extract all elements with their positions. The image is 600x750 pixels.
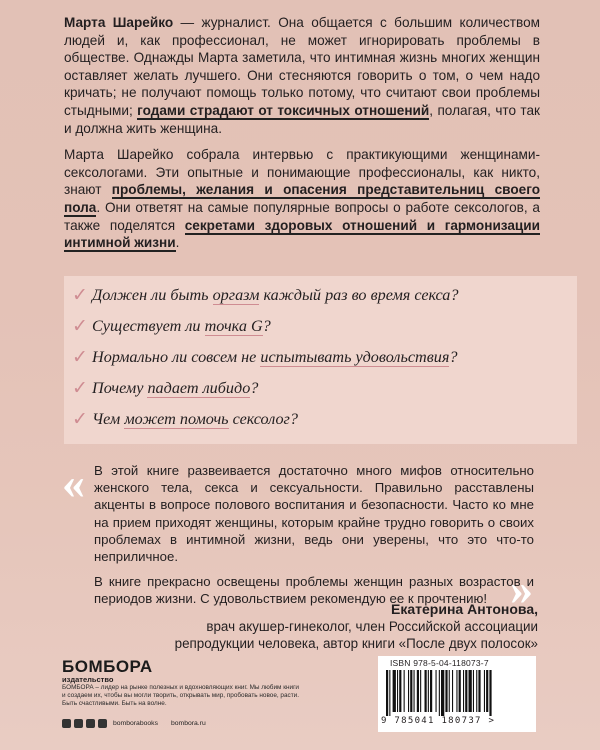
barcode-bar <box>465 670 467 712</box>
barcode-bar <box>408 670 409 712</box>
barcode-bar <box>473 670 474 712</box>
review-paragraph-1: В этой книге развеивается достаточно много мифов относительно женского тела, секса и сексуальности. Правильно расставлены акценты в вопросе полового воспитания и безопасности. Часто ко мне на прием приходят женщины, которым крайне трудно говорить о своих проблемах в интимной жизни, ведь они уверены, что это что-то неприличное. <box>94 463 534 565</box>
intro-text-span: , полагая, что так и должна жить женщина. <box>64 102 541 136</box>
vk-icon <box>62 719 71 728</box>
review-text <box>94 462 534 616</box>
question-text: Нормально ли совсем не <box>92 348 261 366</box>
question-item <box>72 377 259 403</box>
youtube-icon <box>74 719 83 728</box>
publisher-logo-subtitle: издательство <box>62 675 114 684</box>
question-text: Почему <box>92 379 148 397</box>
close-quote-icon: » <box>510 563 533 614</box>
barcode-bar <box>414 670 415 712</box>
highlight-secrets: секретами здоровых отношений и гармонизации интимной жизни <box>64 217 541 251</box>
question-text: Должен ли быть <box>92 286 213 304</box>
checkmark-icon: ✓ <box>72 315 88 337</box>
question-underline: оргазм <box>212 286 260 304</box>
barcode-bar <box>428 670 429 712</box>
barcode-bar <box>410 670 412 712</box>
barcode-bar <box>386 670 388 716</box>
question-text: каждый раз во время секса? <box>259 286 459 304</box>
question-text: ? <box>449 348 458 366</box>
barcode-bar <box>445 670 447 712</box>
question-item <box>72 284 459 310</box>
barcode-bar <box>404 670 405 712</box>
checkmark-icon: ✓ <box>72 284 88 306</box>
barcode-bar <box>484 670 485 712</box>
highlight-toxic: годами страдают от токсичных отношений <box>137 102 430 118</box>
barcode-bar <box>436 670 437 712</box>
publisher-social <box>62 719 206 728</box>
telegram-icon <box>98 719 107 728</box>
review-paragraph-2: В книге прекрасно освещены проблемы женщин разных возрастов и периодов жизни. С удовольствием рекомендую ее к прочтению! <box>94 574 534 607</box>
open-quote-icon: « <box>62 457 85 508</box>
intro-text-span: . Они ответят на самые популярные вопросы о работе сексологов, а также поделятся <box>64 199 540 233</box>
barcode-bar <box>425 670 427 712</box>
barcode-bar <box>389 670 390 716</box>
barcode-bar <box>439 670 440 716</box>
review-author <box>175 601 538 652</box>
questions-box <box>64 276 577 444</box>
barcode-bar <box>441 670 444 716</box>
question-underline: точка G <box>204 317 263 335</box>
question-item <box>72 315 271 341</box>
intro-text <box>64 14 540 261</box>
question-text: ? <box>262 317 271 335</box>
author-name: Марта Шарейко <box>64 15 174 30</box>
question-underline: испытывать удовольствия <box>260 348 450 366</box>
checkmark-icon: ✓ <box>72 346 88 368</box>
barcode-bar <box>393 670 396 712</box>
checkmark-icon: ✓ <box>72 377 88 399</box>
question-text: ? <box>250 379 259 397</box>
barcode-bar <box>469 670 472 712</box>
review-author-name: Екатерина Антонова, <box>391 601 538 617</box>
review-author-title: врач акушер-гинеколог, член Российской ассоциации <box>206 619 538 634</box>
question-underline: падает либидо <box>147 379 251 397</box>
barcode-bar <box>459 670 461 712</box>
publisher-logo <box>62 657 153 684</box>
barcode-bars <box>386 670 528 716</box>
intro-text-span: Марта Шарейко собрала интервью с практикующими женщинами-сексологами. Эти опытные и понимающие профессионалы, как никто, знают <box>64 147 540 198</box>
intro-text-span: — журналист. Она общается с большим количеством людей и, как профессионал, не может игнорировать проблемы в обществе. Однажды Марта заметила, что интимная жизнь многих женщин оставляет желать лучшего. Они стесняются говорить о том, о чем надо кричать; не получают помощь только потому, что считают свои проблемы стыдными; <box>64 15 540 118</box>
barcode-bar <box>430 670 432 712</box>
review-author-title: репродукции человека, автор книги «После двух полосок» <box>174 636 538 651</box>
barcode-bar <box>456 670 457 712</box>
barcode-bar <box>397 670 398 712</box>
question-text: Чем <box>92 410 125 428</box>
barcode-bar <box>486 670 488 712</box>
barcode-bar <box>417 670 419 712</box>
publisher-site: bombora.ru <box>170 720 206 727</box>
social-handle: bomborabooks <box>113 720 158 727</box>
isbn-text: ISBN 978-5-04-118073-7 <box>390 658 489 668</box>
barcode-bar <box>399 670 401 712</box>
instagram-icon <box>86 719 95 728</box>
question-text: сексолог? <box>228 410 298 428</box>
intro-paragraph-1 <box>64 14 540 137</box>
barcode-bar <box>463 670 464 712</box>
barcode-bar <box>420 670 421 712</box>
question-text: Существует ли <box>92 317 205 335</box>
barcode-bar <box>449 670 450 712</box>
barcode-bar <box>452 670 453 712</box>
checkmark-icon: ✓ <box>72 408 88 430</box>
barcode-bar <box>478 670 480 712</box>
publisher-blurb: БОМБОРА – лидер на рынке полезных и вдохновляющих книг. Мы любим книги и создаем их, чтобы вы могли творить, открывать мир, пробовать новое, расти. Быть счастливыми. Быть на волне. <box>62 684 300 707</box>
question-item <box>72 408 298 434</box>
highlight-problems: проблемы, желания и опасения представительниц своего пола <box>64 182 540 215</box>
intro-text-span: . <box>175 235 180 251</box>
barcode-digits: 9 785041 180737 > <box>381 716 496 726</box>
publisher-logo-text: БОМБОРА <box>62 657 153 676</box>
barcode <box>378 656 536 732</box>
barcode-bar <box>476 670 477 712</box>
question-item <box>72 346 458 372</box>
barcode-bar <box>489 670 491 716</box>
intro-paragraph-2 <box>64 146 540 252</box>
question-underline: может помочь <box>124 410 229 428</box>
